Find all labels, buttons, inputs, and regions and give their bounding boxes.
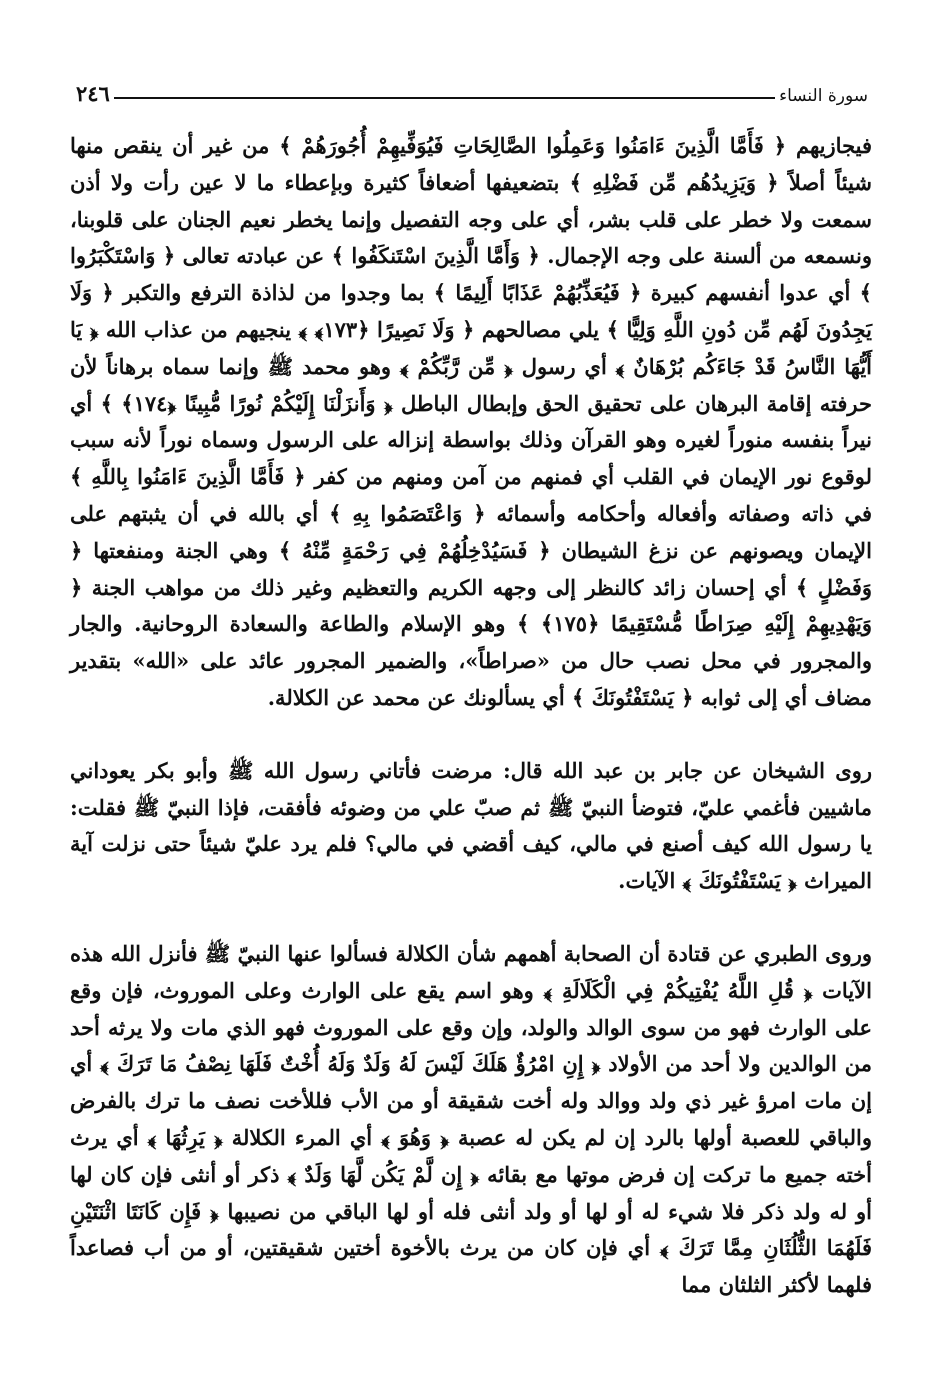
paragraph-commentary: فيجازيهم ﴿ فَأَمَّا الَّذِينَ ءَامَنُوا وَعَمِلُوا الصَّالِحَاتِ فَيُوَفِّيهِمْ أُجُورَهُمْ ﴾ من غير أن ينقص منها شيئاً أصلاً ﴿ وَيَزِيدُهُم مِّن فَضْلِهِ ﴾ بتضعيفها أضعافاً كثيرة وبإعطاء ما لا عين رأت ولا أذن سمعت ولا خطر على قلب بشر، أي على وجه التفصيل وإنما يخطر نعيم الجنان على قلوبنا، ونسمعه من ألسنة على وجه الإجمال. ﴿ وَأَمَّا الَّذِينَ اسْتَنكَفُوا ﴾ عن عبادته تعالى ﴿ وَاسْتَكْبَرُوا ﴾ أي عدوا أنفسهم كبيرة ﴿ فَيُعَذِّبُهُمْ عَذَابًا أَلِيمًا ﴾ بما وجدوا من لذاذة الترفع والتكبر ﴿ وَلَا يَجِدُونَ لَهُم مِّن دُونِ اللَّهِ وَلِيًّا ﴾ يلي مصالحهم ﴿ وَلَا نَصِيرًا ﴿١٧٣﴾ ﴾ ينجيهم من عذاب الله ﴿ يَا أَيُّهَا النَّاسُ قَدْ جَاءَكُم بُرْهَانٌ ﴾ أي رسول ﴿ مِّن رَّبِّكُمْ ﴾ وهو محمد ﷺ وإنما سماه برهاناً لأن حرفته إقامة البرهان على تحقيق الحق وإبطال الباطل ﴿ وَأَنزَلْنَا إِلَيْكُمْ نُورًا مُّبِينًا ﴿١٧٤﴾ ﴾ أي نيراً بنفسه منوراً لغيره وهو القرآن وذلك بواسطة إنزاله على الرسول وسماه نوراً لأنه سبب لوقوع نور الإيمان في القلب أي فمنهم من آمن ومنهم من كفر ﴿ فَأَمَّا الَّذِينَ ءَامَنُوا بِاللَّهِ ﴾ في ذاته وصفاته وأفعاله وأحكامه وأسمائه ﴿ وَاعْتَصَمُوا بِهِ ﴾ أي بالله في أن يثبتهم على الإيمان ويصونهم عن نزغ الشيطان ﴿ فَسَيُدْخِلُهُمْ فِي رَحْمَةٍ مِّنْهُ ﴾ وهي الجنة ومنفعتها ﴿ وَفَضْلٍ ﴾ أي إحسان زائد كالنظر إلى وجهه الكريم والتعظيم وغير ذلك من مواهب الجنة ﴿ وَيَهْدِيهِمْ إِلَيْهِ صِرَاطًا مُّسْتَقِيمًا ﴿١٧٥﴾ ﴾ وهو الإسلام والطاعة والسعادة الروحانية. والجار والمجرور في محل نصب حال من «صراطاً»، والضمير المجرور عائد على «الله» بتقدير مضاف أي إلى ثوابه ﴿ يَسْتَفْتُونَكَ ﴾ أي يسألونك عن محمد عن الكلالة.: [70, 133, 872, 710]
body-text: [70, 128, 872, 1304]
running-header: [70, 78, 872, 106]
surah-title: سورة النساء: [779, 86, 868, 106]
paragraph-hadith-jabir: روى الشيخان عن جابر بن عبد الله قال: مرضت فأتاني رسول الله ﷺ وأبو بكر يعوداني ماشيين فأغمي عليّ، فتوضأ النبيّ ﷺ ثم صبّ علي من وضوئه فأفقت، فإذا النبيّ ﷺ فقلت: يا رسول الله كيف أصنع في مالي، كيف أقضي في مالي؟ فلم يرد عليّ شيئاً حتى نزلت آية الميراث ﴿ يَسْتَفْتُونَكَ ﴾ الآيات.: [70, 757, 872, 894]
paragraph-tabari-kalala: وروى الطبري عن قتادة أن الصحابة أهمهم شأن الكلالة فسألوا عنها النبيّ ﷺ فأنزل الله هذه الآيات ﴿ قُلِ اللَّهُ يُفْتِيكُمْ فِي الْكَلَالَةِ ﴾ وهو اسم يقع على الوارث وعلى الموروث، فإن وقع على الوارث فهو من سوى الوالد والولد، وإن وقع على الموروث فهو الذي مات ولا يرثه أحد من الوالدين ولا أحد من الأولاد ﴿ إِنِ امْرُؤٌ هَلَكَ لَيْسَ لَهُ وَلَدٌ وَلَهُ أُخْتٌ فَلَهَا نِصْفُ مَا تَرَكَ ﴾ أي إن مات امرؤ غير ذي ولد ووالد وله أخت شقيقة أو من الأب فللأخت نصف ما ترك بالفرض والباقي للعصبة أولها بالرد إن لم يكن له عصبة ﴿ وَهُوَ ﴾ أي المرء الكلالة ﴿ يَرِثُهَا ﴾ أي يرث أخته جميع ما تركت إن فرض موتها مع بقائه ﴿ إِن لَّمْ يَكُن لَّهَا وَلَدٌ ﴾ ذكر أو أنثى فإن كان لها أو له ولد ذكر فلا شيء له أو لها أو ولد أنثى فله أو لها الباقي من نصيبها ﴿ فَإِن كَانَتَا اثْنَتَيْنِ فَلَهُمَا الثُّلُثَانِ مِمَّا تَرَكَ ﴾ أي فإن كان من يرث بالأخوة أختين شقيقتين، أو من أب فصاعداً فلهما لأكثر الثلثان مما: [70, 940, 872, 1298]
header-rule: [114, 97, 775, 99]
page-number: ٢٤٦: [76, 81, 110, 106]
